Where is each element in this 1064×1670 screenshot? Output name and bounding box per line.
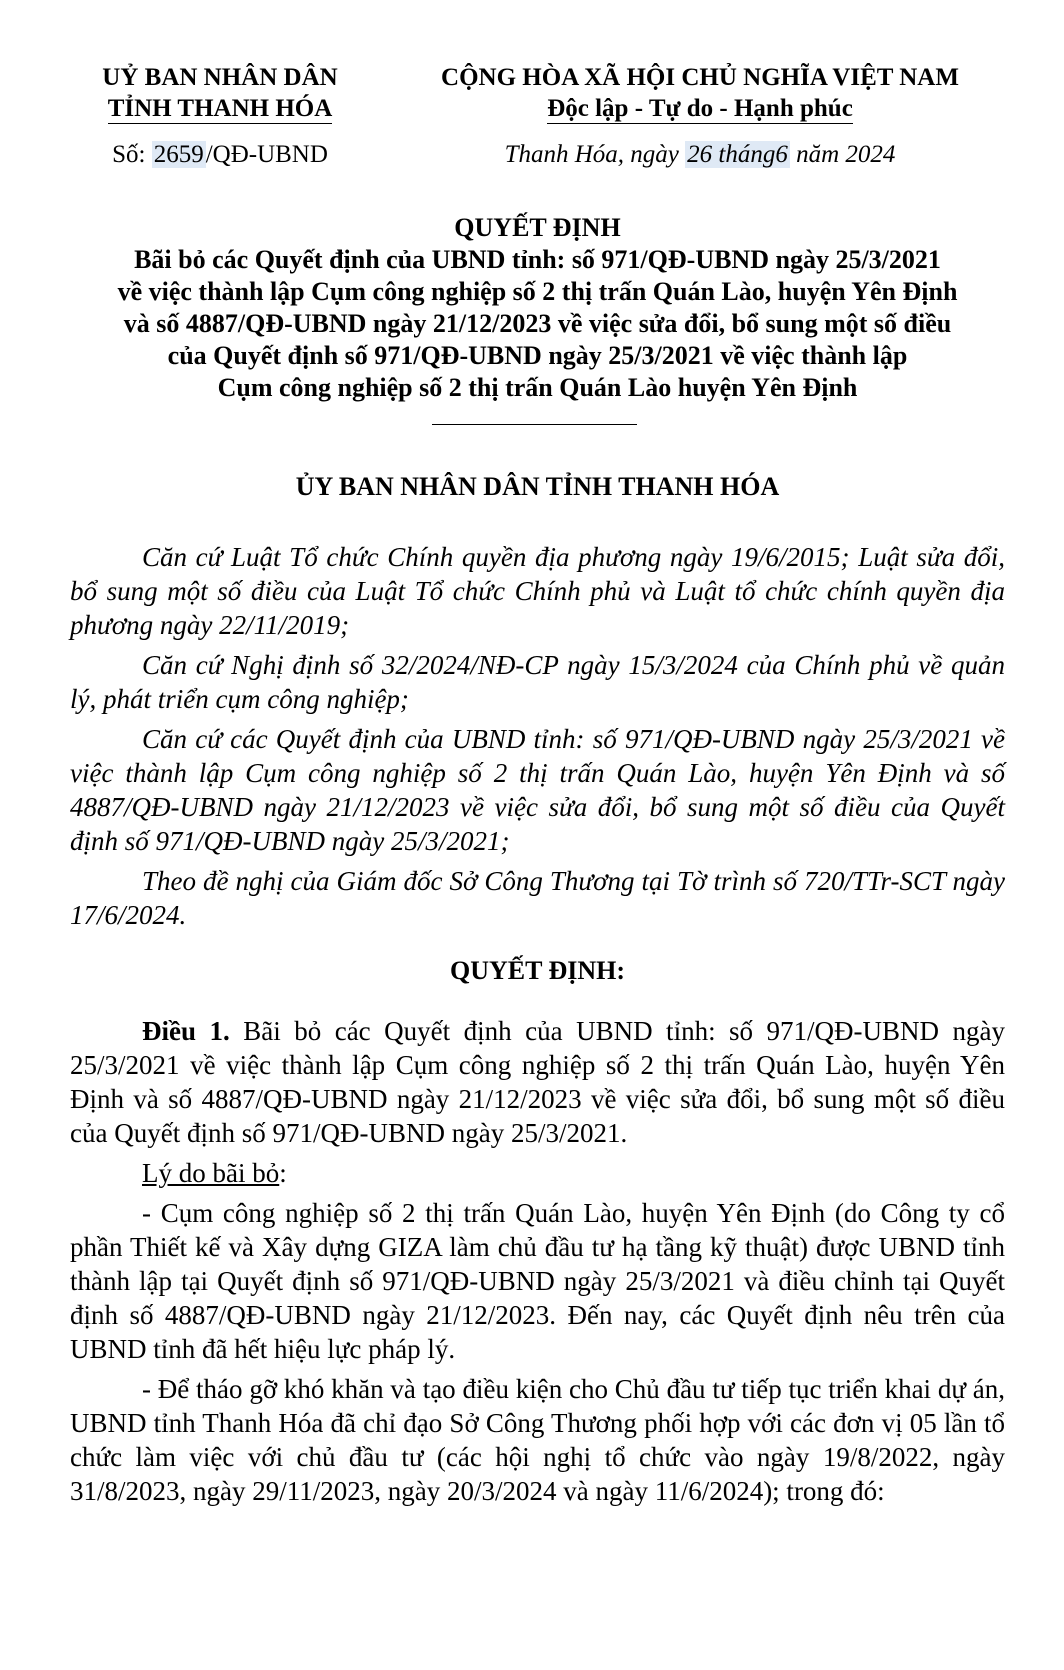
title-line-3: và số 4887/QĐ-UBND ngày 21/12/2023 về việc sửa đổi, bổ sung một số điều xyxy=(123,309,952,338)
decision-heading: QUYẾT ĐỊNH: xyxy=(449,956,626,985)
document-date xyxy=(395,138,1005,172)
document-body xyxy=(70,540,1005,1514)
reason-1: - Cụm công nghiệp số 2 thị trấn Quán Lào, huyện Yên Định (do Công ty cổ phần Thiết kế và Xây dựng GIZA làm chủ đầu tư hạ tầng kỹ thuật) được UBND tỉnh thành lập tại Quyết định số 971/QĐ-UBND ngày 25/3/2021 và điều chỉnh tại Quyết định số 4887/QĐ-UBND ngày 21/12/2023. Đến nay, các Quyết định nêu trên của UBND tỉnh đã hết hiệu lực pháp lý. xyxy=(70,1198,1005,1364)
article-1-label: Điều 1. xyxy=(142,1016,230,1046)
reason-2: - Để tháo gỡ khó khăn và tạo điều kiện cho Chủ đầu tư tiếp tục triển khai dự án, UBND tỉnh Thanh Hóa đã chỉ đạo Sở Công Thương phối hợp với các đơn vị 05 lần tổ chức làm việc với chủ đầu tư (các hội nghị tổ chức vào ngày 19/8/2022, ngày 31/8/2023, ngày 29/11/2023, ngày 20/3/2024 và ngày 11/6/2024); trong đó: xyxy=(70,1374,1005,1506)
date-prefix: Thanh Hóa, ngày xyxy=(504,141,679,168)
title-line-2: về việc thành lập Cụm công nghiệp số 2 thị trấn Quán Lào, huyện Yên Định xyxy=(117,277,958,306)
authority-heading: ỦY BAN NHÂN DÂN TỈNH THANH HÓA xyxy=(295,472,780,501)
issuer-block xyxy=(70,62,370,124)
preamble-4: Theo đề nghị của Giám đốc Sở Công Thương tại Tờ trình số 720/TTr-SCT ngày 17/6/2024. xyxy=(70,866,1005,930)
issuer-line-2: TỈNH THANH HÓA xyxy=(107,95,333,122)
title-line-1: Bãi bỏ các Quyết định của UBND tỉnh: số 971/QĐ-UBND ngày 25/3/2021 xyxy=(134,245,941,274)
date-suffix: năm 2024 xyxy=(796,141,896,168)
reason-colon: : xyxy=(279,1158,287,1188)
number-prefix: Số: xyxy=(112,141,146,168)
issuer-line-1: UỶ BAN NHÂN DÂN xyxy=(102,64,338,91)
national-motto-block xyxy=(395,62,1005,124)
number-value: 2659 xyxy=(153,141,204,168)
decision-title xyxy=(70,212,1005,404)
motto: Độc lập - Tự do - Hạnh phúc xyxy=(547,95,853,122)
title-line-5: Cụm công nghiệp số 2 thị trấn Quán Lào huyện Yên Định xyxy=(217,373,858,402)
preamble-3: Căn cứ các Quyết định của UBND tỉnh: số 971/QĐ-UBND ngày 25/3/2021 về việc thành lập Cụm công nghiệp số 2 thị trấn Quán Lào, huyện Yên Định và số 4887/QĐ-UBND ngày 21/12/2023 về việc sửa đổi, bổ sung một số điều của Quyết định số 971/QĐ-UBND ngày 25/3/2021; xyxy=(70,724,1005,856)
reason-heading xyxy=(70,1156,1005,1190)
national-title: CỘNG HÒA XÃ HỘI CHỦ NGHĨA VIỆT NAM xyxy=(441,64,959,91)
reason-label: Lý do bãi bỏ xyxy=(142,1158,280,1188)
article-1 xyxy=(70,1014,1005,1150)
document-number xyxy=(70,138,370,172)
title-divider xyxy=(432,424,637,425)
date-value: 26 tháng6 xyxy=(687,141,788,168)
preamble-1: Căn cứ Luật Tổ chức Chính quyền địa phương ngày 19/6/2015; Luật sửa đổi, bổ sung một số điều của Luật Tổ chức Chính phủ và Luật tổ chức chính quyền địa phương ngày 22/11/2019; xyxy=(70,542,1005,640)
number-suffix: /QĐ-UBND xyxy=(205,141,328,168)
title-line-4: của Quyết định số 971/QĐ-UBND ngày 25/3/2021 về việc thành lập xyxy=(167,341,908,370)
preamble-2: Căn cứ Nghị định số 32/2024/NĐ-CP ngày 15/3/2024 của Chính phủ về quản lý, phát triển cụm công nghiệp; xyxy=(70,650,1005,714)
title-heading: QUYẾT ĐỊNH xyxy=(454,213,621,242)
article-1-text: Bãi bỏ các Quyết định của UBND tỉnh: số 971/QĐ-UBND ngày 25/3/2021 về việc thành lập Cụm công nghiệp số 2 thị trấn Quán Lào, huyện Yên Định và số 4887/QĐ-UBND ngày 21/12/2023 về việc sửa đổi, bổ sung một số điều của Quyết định số 971/QĐ-UBND ngày 25/3/2021. xyxy=(70,1016,1006,1148)
